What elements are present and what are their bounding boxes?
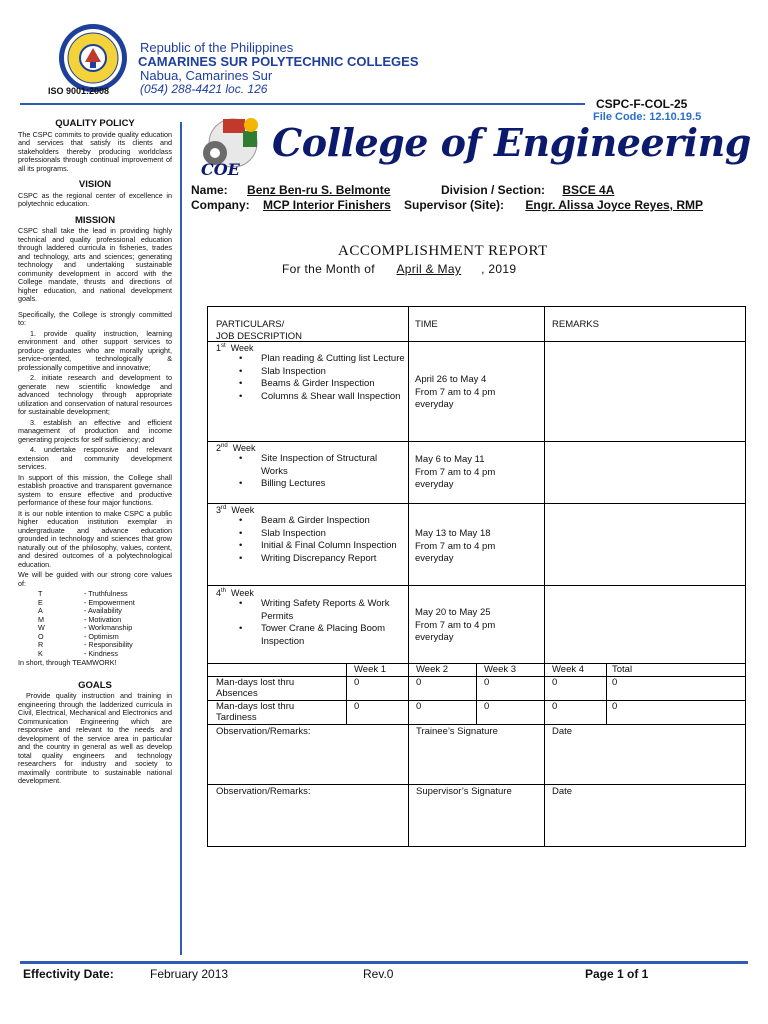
trainee-signature-label: Trainee’s Signature [416, 726, 498, 737]
division-row [441, 183, 634, 197]
core-value: T - Truthfulness [38, 589, 128, 598]
summary-header-week1: Week 1 [354, 664, 387, 675]
sidebar-divider [180, 122, 182, 955]
task-item: • Beams & Girder Inspection [261, 378, 406, 391]
week-3-label: 3rd Week [216, 505, 255, 515]
col-header-remarks: REMARKS [552, 319, 599, 330]
supervisor-signature-label: Supervisor’s Signature [416, 786, 512, 797]
observation-remarks-1: Observation/Remarks: [216, 726, 311, 737]
tardiness-week1: 0 [354, 701, 360, 712]
tardiness-week4: 0 [552, 701, 558, 712]
name-label: Name: [191, 183, 228, 197]
task-item: • Plan reading & Cutting list Lecture [261, 353, 406, 366]
school-phone: (054) 288-4421 loc. 126 [140, 82, 268, 96]
task-item: • Writing Safety Reports & Work Permits [261, 598, 406, 623]
mission-title: MISSION [74, 214, 116, 226]
task-item: • Slab Inspection [261, 366, 406, 379]
observation-remarks-2: Observation/Remarks: [216, 786, 311, 797]
college-of-engineering-title: College of Engineering [272, 120, 751, 165]
republic-heading: Republic of the Philippines [140, 40, 294, 55]
absences-week3: 0 [484, 677, 490, 688]
name-value: Benz Ben-ru S. Belmonte [247, 183, 391, 197]
summary-header-week4: Week 4 [552, 664, 585, 675]
week-1-label: 1st Week [216, 343, 254, 353]
iso-certification: ISO 9001:2008 [48, 86, 110, 96]
week-2-label: 2nd Week [216, 443, 256, 453]
effectivity-label: Effectivity Date: [23, 967, 114, 981]
mission-item-4: 4. undertake responsive and relevant extension and community development services. [18, 445, 172, 471]
teamwork-text: In short, through TEAMWORK! [18, 658, 117, 667]
week-1-description [216, 343, 406, 403]
task-item: • Initial & Final Column Inspection [261, 540, 406, 553]
quality-policy-title: QUALITY POLICY [55, 118, 135, 129]
absences-label: Man-days lost thru Absences [216, 677, 295, 699]
core-value: M - Motivation [38, 614, 122, 624]
summary-header-total: Total [612, 664, 633, 675]
mission-item-3: 3. establish an effective and efficient management of production and income generating projects for self sufficiency; and [18, 417, 172, 444]
mission-intention: It is our noble intention to make CSPC a public higher education institution exemplar in undergraduate and advance education grounded in technology and sciences that grow naturally out of the philosophy, values, content, and desired outcomes of a polytechnological education. [18, 508, 172, 569]
task-item: • Billing Lectures [261, 478, 406, 491]
absences-week1: 0 [354, 677, 360, 688]
absences-total: 0 [612, 677, 618, 688]
mission-support: In support of this mission, the College shall establish proactive and transparent governance system to ensure effective and productive performance of these four major functions. [18, 472, 172, 507]
division-label: Division / Section: [441, 183, 546, 197]
week-1-time: April 26 to May 4 From 7 am to 4 pm everyday [415, 374, 496, 410]
core-value: A - Availability [38, 606, 122, 615]
absences-week4: 0 [552, 677, 558, 688]
coe-logo-icon [193, 113, 269, 179]
task-item: • Tower Crane & Placing Boom Inspection [261, 623, 406, 648]
task-item: • Beam & Girder Inspection [261, 515, 406, 528]
sidebar [18, 117, 172, 788]
file-code: File Code: 12.10.19.5 [593, 111, 702, 123]
vision-text: CSPC as the regional center of excellence in polytechnic education. [18, 190, 172, 208]
accomplishment-table [207, 306, 746, 847]
core-value: R - Responsibility [38, 640, 133, 649]
school-name: CAMARINES SUR POLYTECHNIC COLLEGES [138, 54, 419, 69]
summary-header-week2: Week 2 [416, 664, 449, 675]
company-label: Company: [191, 198, 250, 212]
week-4-time: May 20 to May 25 From 7 am to 4 pm everyday [415, 607, 496, 643]
week-3-time: May 13 to May 18 From 7 am to 4 pm everyday [415, 528, 496, 564]
mission-specifically: Specifically, the College is strongly committed to: [18, 309, 172, 327]
school-location: Nabua, Camarines Sur [140, 68, 273, 83]
cspc-seal-logo [57, 22, 129, 94]
core-value: K - Kindness [38, 648, 118, 658]
page-number: Page 1 of 1 [585, 967, 649, 981]
absences-week2: 0 [416, 677, 422, 688]
goals-text: Provide quality instruction and training in engineering through the ladderized curricula in Civil, Electrical, Mechanical and Electronics and Communication Engineering which are responsive and relevant to the needs and development of the service area in particular and the country in general as well as develop total quality engineers and technology researchers for industry and society to maximally contribute to sustainable national development. [18, 691, 172, 785]
task-item: • Slab Inspection [261, 528, 406, 541]
month-prefix: For the Month of [282, 262, 375, 276]
tardiness-total: 0 [612, 701, 618, 712]
tardiness-label: Man-days lost thru Tardiness [216, 701, 295, 723]
coe-badge-text: COE [201, 160, 240, 179]
effectivity-value: February 2013 [150, 967, 229, 981]
company-row [191, 198, 397, 212]
task-item: • Columns & Shear wall Inspection [261, 391, 406, 404]
mission-text: CSPC shall take the lead in providing highly technical and quality professional education through laddered curricula in fisheries, trades and technology, arts and sciences; generating technology and undertaking sustainable community development in accord with the College mandate, thrusts and directions of higher education, and national development goals. [18, 226, 172, 303]
header-divider [20, 103, 585, 105]
core-value: O - Optimism [38, 631, 119, 641]
quality-policy-text: The CSPC commits to provide quality education and services that satisfy its clients and stakeholders thereby producing worldclass professionals through continual improvement of all its programs. [18, 129, 172, 173]
division-value: BSCE 4A [562, 183, 615, 197]
summary-header-week3: Week 3 [484, 664, 517, 675]
week-2-time: May 6 to May 11 From 7 am to 4 pm everyday [415, 454, 496, 490]
core-values-intro: We will be guided with our strong core values of: [18, 570, 172, 588]
trainee-date-label: Date [552, 726, 573, 737]
week-3-description [216, 505, 406, 565]
goals-title: GOALS [78, 679, 112, 691]
mission-item-2: 2. initiate research and development to generate new scientific knowledge and advanced technology through appropriate utilization and conservation of natural resources for sustainable development; [18, 373, 172, 416]
mission-item-1: 1. provide quality instruction, learning environment and other support services to produce graduates who are morally upright, service-oriented, technologically & professionally competitive and innovative; [18, 328, 172, 372]
footer-divider [20, 961, 748, 964]
name-row [191, 183, 422, 197]
supervisor-value: Engr. Alissa Joyce Reyes, RMP [525, 198, 704, 212]
report-title: ACCOMPLISHMENT REPORT [338, 243, 548, 259]
week-4-label: 4th Week [216, 588, 254, 598]
tardiness-week3: 0 [484, 701, 490, 712]
supervisor-row [404, 198, 711, 212]
task-item: • Site Inspection of Structural Works [261, 453, 406, 478]
core-value: E - Empowerment [38, 597, 135, 607]
company-value: MCP Interior Finishers [263, 198, 391, 212]
task-item: • Writing Discrepancy Report [261, 553, 406, 566]
core-value: W - Workmanship [38, 623, 133, 632]
col-header-particulars: PARTICULARS/ JOB DESCRIPTION [216, 319, 303, 342]
vision-title: VISION [78, 179, 112, 190]
month-value: April & May [396, 262, 462, 276]
report-month-line [282, 262, 516, 276]
supervisor-date-label: Date [552, 786, 573, 797]
week-2-description [216, 443, 406, 491]
report-year: , 2019 [481, 262, 517, 276]
core-values-list [38, 590, 172, 658]
tardiness-week2: 0 [416, 701, 422, 712]
form-code: CSPC-F-COL-25 [596, 97, 688, 111]
week-4-description [216, 588, 406, 648]
col-header-time: TIME [415, 319, 438, 330]
supervisor-label: Supervisor (Site): [404, 198, 505, 212]
revision: Rev.0 [363, 967, 394, 981]
